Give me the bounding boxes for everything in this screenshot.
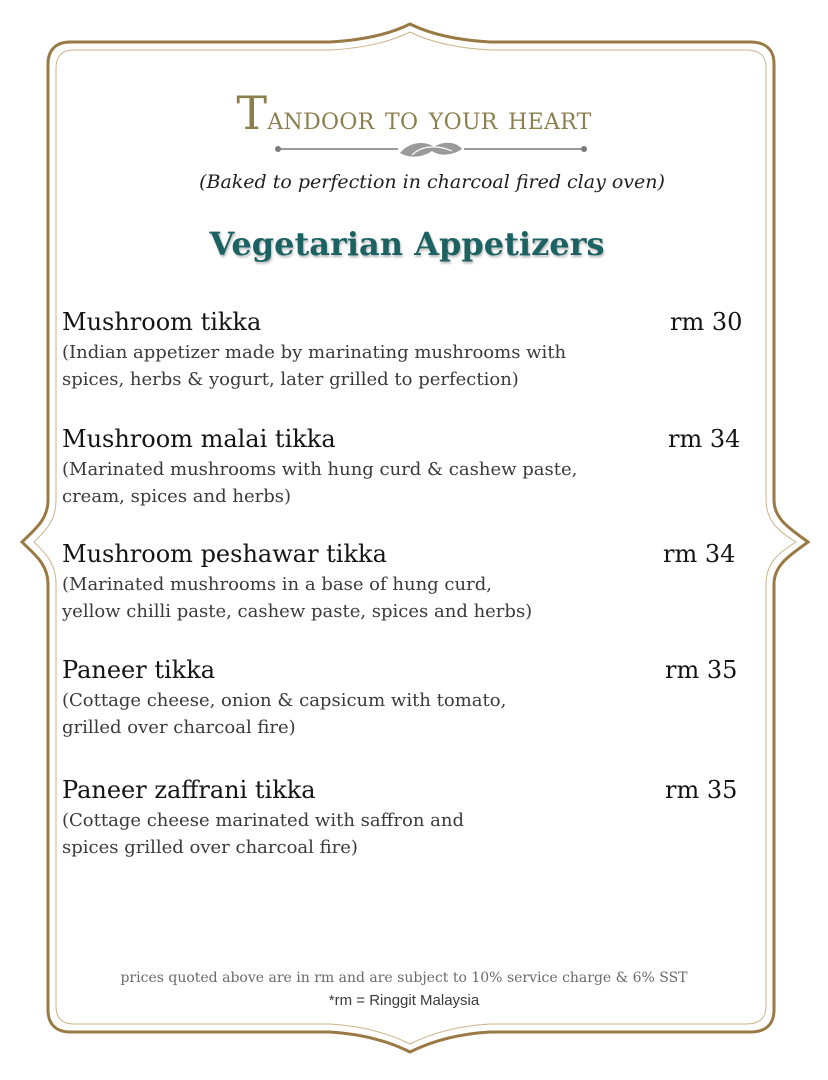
page-subtitle: (Baked to perfection in charcoal fired clay oven) [199, 171, 665, 193]
item-description-line: spices grilled over charcoal fire) [62, 837, 358, 858]
item-description [62, 807, 752, 861]
section-title: Vegetarian Appetizers [209, 225, 605, 263]
item-description-line: (Cottage cheese marinated with saffron and [62, 810, 465, 831]
title-rest: andoor to your heart [267, 99, 592, 137]
item-description-line: (Marinated mushrooms with hung curd & cashew paste, [62, 459, 578, 480]
currency-definition: *rm = Ringgit Malaysia [328, 992, 480, 1009]
menu-item-mushroom-tikka [62, 307, 752, 393]
item-description-line: spices, herbs & yogurt, later grilled to perfection) [62, 369, 519, 390]
item-description [62, 339, 752, 393]
item-price: rm 34 [668, 425, 741, 453]
item-price: rm 35 [665, 656, 738, 684]
menu-item-mushroom-peshawar-tikka [62, 539, 752, 625]
item-description [62, 571, 752, 625]
item-description-line: (Marinated mushrooms in a base of hung curd, [62, 574, 492, 595]
title-initial: T [236, 86, 268, 140]
item-name: Mushroom malai tikka [62, 425, 336, 453]
item-description [62, 687, 752, 741]
price-disclaimer: prices quoted above are in rm and are subject to 10% service charge & 6% SST [120, 970, 688, 986]
menu-item-paneer-tikka [62, 655, 752, 741]
item-description-line: (Indian appetizer made by marinating mushrooms with [62, 342, 567, 363]
item-description-line: grilled over charcoal fire) [62, 717, 296, 738]
item-price: rm 35 [665, 776, 738, 804]
menu-item-paneer-zaffrani-tikka [62, 775, 752, 861]
item-name: Mushroom tikka [62, 308, 262, 336]
item-price: rm 34 [663, 540, 736, 568]
page-title [0, 86, 828, 140]
item-name: Paneer tikka [62, 656, 216, 684]
item-description-line: (Cottage cheese, onion & capsicum with tomato, [62, 690, 507, 711]
menu-item-mushroom-malai-tikka [62, 424, 752, 510]
item-description-line: yellow chilli paste, cashew paste, spices and herbs) [62, 601, 533, 622]
item-description [62, 456, 752, 510]
flourish-divider [270, 137, 590, 161]
item-name: Mushroom peshawar tikka [62, 540, 387, 568]
item-price: rm 30 [670, 308, 743, 336]
item-description-line: cream, spices and herbs) [62, 486, 291, 507]
item-name: Paneer zaffrani tikka [62, 776, 316, 804]
